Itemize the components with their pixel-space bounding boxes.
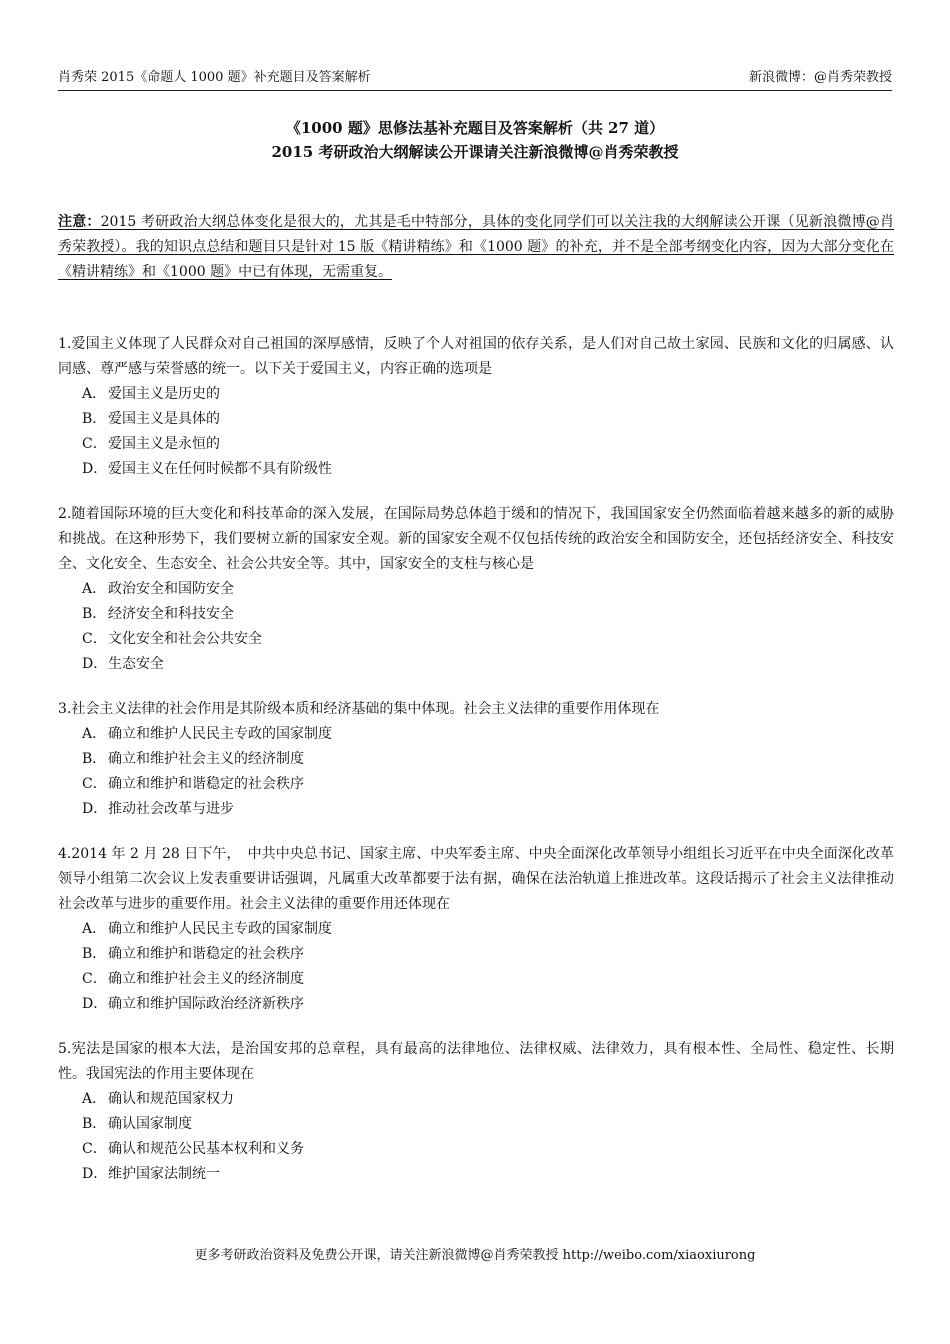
option-text: 确认国家制度 xyxy=(108,1116,192,1132)
option-c xyxy=(58,627,894,652)
option-b xyxy=(58,407,894,432)
option-b xyxy=(58,602,894,627)
option-text: 政治安全和国防安全 xyxy=(108,581,234,597)
notice-text: 2015 考研政治大纲总体变化是很大的，尤其是毛中特部分，具体的变化同学们可以关注我的大纲解读公开课（见新浪微博@肖秀荣教授）。我的知识点总结和题目只是针对 15 版《精讲精练》和《1000 题》的补充，并不是全部考纲变化内容，因为大部分变化在《精讲精练》和《1000 题》中已有体现，无需重复。 xyxy=(58,214,894,280)
question-1 xyxy=(58,332,894,482)
notice-paragraph xyxy=(58,210,894,285)
option-text: 确立和维护国际政治经济新秩序 xyxy=(108,996,304,1012)
option-a xyxy=(58,722,894,747)
question-stem: 3.社会主义法律的社会作用是其阶级本质和经济基础的集中体现。社会主义法律的重要作用体现在 xyxy=(58,701,660,717)
option-letter: A． xyxy=(82,581,107,597)
title-line-1: 《1000 题》思修法基补充题目及答案解析（共 27 道） xyxy=(285,119,665,137)
option-a xyxy=(58,577,894,602)
option-text: 爱国主义是历史的 xyxy=(108,386,220,402)
option-letter: D． xyxy=(82,801,108,817)
option-letter: C． xyxy=(82,971,107,987)
option-text: 确立和维护人民民主专政的国家制度 xyxy=(108,921,332,937)
option-c xyxy=(58,432,894,457)
option-text: 确立和维护人民民主专政的国家制度 xyxy=(108,726,332,742)
question-stem: 2.随着国际环境的巨大变化和科技革命的深入发展，在国际局势总体趋于缓和的情况下，我国国家安全仍然面临着越来越多的新的威胁和挑战。在这种形势下，我们要树立新的国家安全观。新的国家安全观不仅包括传统的政治安全和国防安全，还包括经济安全、科技安全、文化安全、生态安全、社会公共安全等。其中，国家安全的支柱与核心是 xyxy=(58,506,894,572)
option-letter: D． xyxy=(82,656,108,672)
option-letter: D． xyxy=(82,996,108,1012)
option-text: 爱国主义是具体的 xyxy=(108,411,220,427)
option-a xyxy=(58,382,894,407)
option-text: 爱国主义是永恒的 xyxy=(108,436,220,452)
option-b xyxy=(58,1112,894,1137)
option-letter: C． xyxy=(82,436,107,452)
option-c xyxy=(58,967,894,992)
option-d xyxy=(58,992,894,1017)
option-d xyxy=(58,652,894,677)
header-title: 肖秀荣 2015《命题人 1000 题》补充题目及答案解析 xyxy=(58,70,371,85)
question-stem: 4.2014 年 2 月 28 日下午， 中共中央总书记、国家主席、中央军委主席、中央全面深化改革领导小组组长习近平在中央全面深化改革领导小组第二次会议上发表重要讲话强调，凡属重大改革都要于法有据，确保在法治轨道上推进改革。这段话揭示了社会主义法律推动社会改革与进步的重要作用。社会主义法律的重要作用还体现在 xyxy=(58,846,894,912)
title-line-2: 2015 考研政治大纲解读公开课请关注新浪微博@肖秀荣教授 xyxy=(271,143,679,161)
option-text: 经济安全和科技安全 xyxy=(108,606,234,622)
page-footer: 更多考研政治资料及免费公开课，请关注新浪微博@肖秀荣教授 http://weibo.com/xiaoxiurong xyxy=(194,1248,756,1263)
option-letter: C． xyxy=(82,1141,107,1157)
option-a xyxy=(58,917,894,942)
document-title xyxy=(0,116,950,164)
option-letter: B． xyxy=(82,946,107,962)
option-letter: B． xyxy=(82,411,107,427)
option-letter: B． xyxy=(82,751,107,767)
option-text: 确立和维护和谐稳定的社会秩序 xyxy=(108,776,304,792)
option-text: 爱国主义在任何时候都不具有阶级性 xyxy=(108,461,332,477)
option-text: 确认和规范公民基本权利和义务 xyxy=(108,1141,304,1157)
question-stem: 5.宪法是国家的根本大法，是治国安邦的总章程，具有最高的法律地位、法律权威、法律效力，具有根本性、全局性、稳定性、长期性。我国宪法的作用主要体现在 xyxy=(58,1041,894,1082)
question-5 xyxy=(58,1037,894,1187)
question-stem: 1.爱国主义体现了人民群众对自己祖国的深厚感情，反映了个人对祖国的依存关系，是人们对自己故土家园、民族和文化的归属感、认同感、尊严感与荣誉感的统一。以下关于爱国主义，内容正确的选项是 xyxy=(58,336,894,377)
notice-label: 注意： xyxy=(58,214,101,230)
option-text: 推动社会改革与进步 xyxy=(108,801,234,817)
question-2 xyxy=(58,502,894,677)
option-letter: A． xyxy=(82,386,107,402)
question-3 xyxy=(58,697,894,822)
option-text: 文化安全和社会公共安全 xyxy=(108,631,262,647)
option-letter: B． xyxy=(82,606,107,622)
option-text: 确立和维护社会主义的经济制度 xyxy=(108,971,304,987)
option-text: 确立和维护社会主义的经济制度 xyxy=(108,751,304,767)
question-list xyxy=(58,332,894,1207)
option-c xyxy=(58,772,894,797)
option-a xyxy=(58,1087,894,1112)
option-text: 确认和规范国家权力 xyxy=(108,1091,234,1107)
option-letter: C． xyxy=(82,631,107,647)
question-4 xyxy=(58,842,894,1017)
option-d xyxy=(58,797,894,822)
option-letter: B． xyxy=(82,1116,107,1132)
option-letter: D． xyxy=(82,1166,108,1182)
option-letter: A． xyxy=(82,726,107,742)
option-letter: D． xyxy=(82,461,108,477)
option-text: 维护国家法制统一 xyxy=(108,1166,220,1182)
option-letter: C． xyxy=(82,776,107,792)
page-header xyxy=(58,66,892,91)
option-letter: A． xyxy=(82,1091,107,1107)
option-d xyxy=(58,1162,894,1187)
option-text: 生态安全 xyxy=(108,656,164,672)
header-weibo: 新浪微博：@肖秀荣教授 xyxy=(748,70,892,85)
option-c xyxy=(58,1137,894,1162)
option-b xyxy=(58,942,894,967)
option-letter: A． xyxy=(82,921,107,937)
option-b xyxy=(58,747,894,772)
option-text: 确立和维护和谐稳定的社会秩序 xyxy=(108,946,304,962)
option-d xyxy=(58,457,894,482)
